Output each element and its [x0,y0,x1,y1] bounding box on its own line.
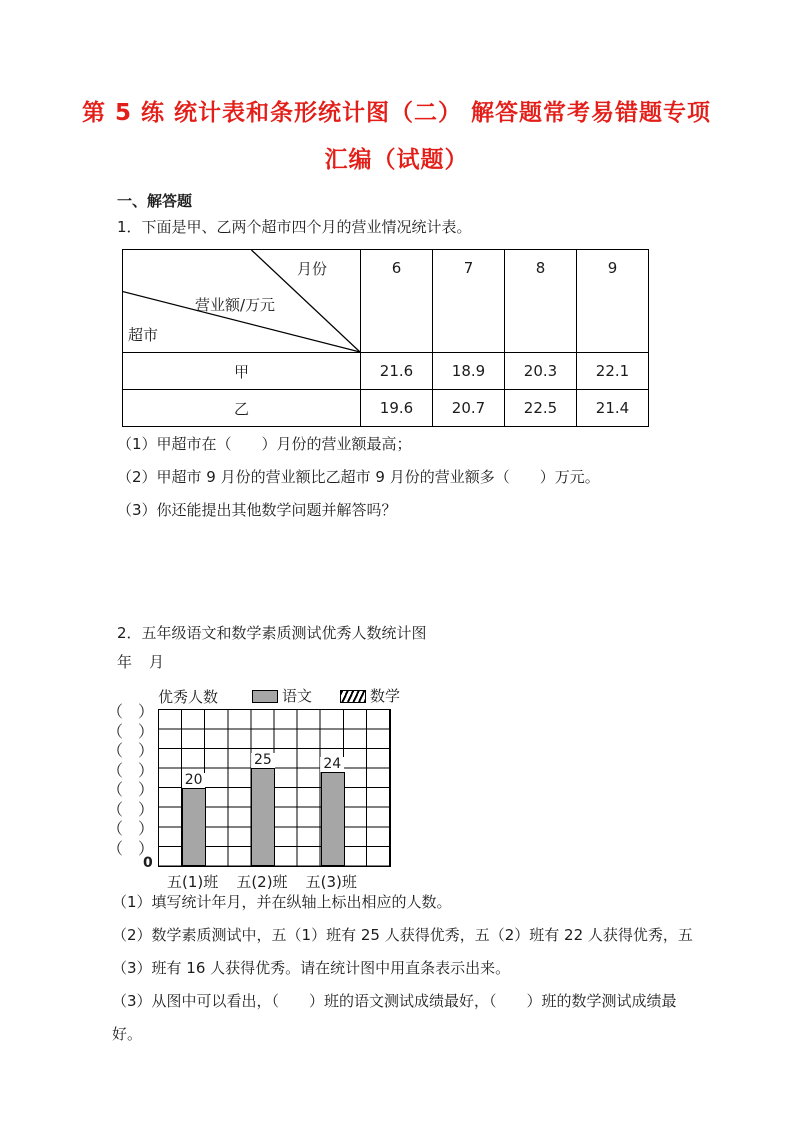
chinese-bar-五(2)班 [251,768,275,866]
month-header-9: 9 [577,250,649,353]
question1-subquestions [117,428,697,527]
y-axis-tick-blank: （ ） [107,741,154,761]
legend-label-chinese: 语文 [282,687,313,705]
q1-sub3: （3）你还能提出其他数学问题并解答吗？ [117,501,397,519]
y-axis-tick-blank: （ ） [107,819,154,839]
bar-value-label: 20 [182,773,206,788]
corner-label-shop: 超市 [128,326,159,344]
bar-value-label: 25 [251,753,275,768]
cell-yi-8: 22.5 [505,390,577,427]
table-row [123,353,649,390]
y-axis-tick-blank: （ ） [107,721,154,741]
question2-subquestions [112,886,694,1051]
bar-value-label: 24 [320,757,344,772]
corner-label-month: 月份 [297,260,328,278]
chinese-bar-五(1)班 [182,788,206,866]
section-heading: 一、解答题 [117,192,193,210]
x-axis-category-label: 五(3)班 [305,873,357,891]
origin-zero-label: 0 [143,855,153,871]
q2-sub3: （3）从图中可以看出，（ ）班的语文测试成绩最好，（ ）班的数学测试成绩最好。 [112,992,677,1043]
y-axis-tick-blank: （ ） [107,838,154,858]
page-title [0,90,793,184]
cell-jia-9: 22.1 [577,353,649,390]
row-label-jia: 甲 [123,353,361,390]
table-row [123,390,649,427]
month-label: 月 [149,653,165,671]
row-label-yi: 乙 [123,390,361,427]
month-header-8: 8 [505,250,577,353]
table-header-row [123,250,649,353]
table-corner-cell [123,250,361,353]
legend-swatch-chinese [252,690,278,703]
question2-stem: 2．五年级语文和数学素质测试优秀人数统计图 [117,624,427,642]
cell-jia-7: 18.9 [433,353,505,390]
sales-statistics-table [122,249,649,427]
corner-label-revenue: 营业额/万元 [195,296,276,314]
cell-jia-8: 20.3 [505,353,577,390]
y-axis-tick-blank: （ ） [107,760,154,780]
cell-jia-6: 21.6 [361,353,433,390]
q2-sub2: （2）数学素质测试中，五（1）班有 25 人获得优秀，五（2）班有 22 人获得优秀，五（3）班有 16 人获得优秀。请在统计图中用直条表示出来。 [112,926,693,977]
cell-yi-9: 21.4 [577,390,649,427]
y-axis-tick-blank: （ ） [107,780,154,800]
cell-yi-6: 19.6 [361,390,433,427]
y-axis-tick-blank: （ ） [107,799,154,819]
y-axis-tick-blank: （ ） [107,702,154,721]
page-title-line2: 汇编（试题） [324,147,469,173]
chinese-bar-五(3)班 [321,772,345,866]
legend-swatch-math [340,690,366,703]
date-fill-in-line [117,651,164,672]
q2-sub1: （1）填写统计年月，并在纵轴上标出相应的人数。 [112,893,452,911]
page-title-line1: 第 5 练 统计表和条形统计图（二） 解答题常考易错题专项 [81,100,712,126]
year-label: 年 [117,653,133,671]
q1-sub2: （2）甲超市 9 月份的营业额比乙超市 9 月份的营业额多（ ）万元。 [117,468,600,486]
legend-label-math: 数学 [370,687,401,705]
x-axis-category-label: 五(2)班 [236,873,288,891]
bar-chart [100,683,520,898]
q1-sub1: （1）甲超市在（ ）月份的营业额最高； [117,435,412,453]
month-header-6: 6 [361,250,433,353]
cell-yi-7: 20.7 [433,390,505,427]
month-header-7: 7 [433,250,505,353]
chart-grid [158,709,391,867]
y-axis-title: 优秀人数 [158,688,219,706]
question1-stem: 1．下面是甲、乙两个超市四个月的营业情况统计表。 [117,218,472,236]
x-axis-category-label: 五(1)班 [167,873,219,891]
